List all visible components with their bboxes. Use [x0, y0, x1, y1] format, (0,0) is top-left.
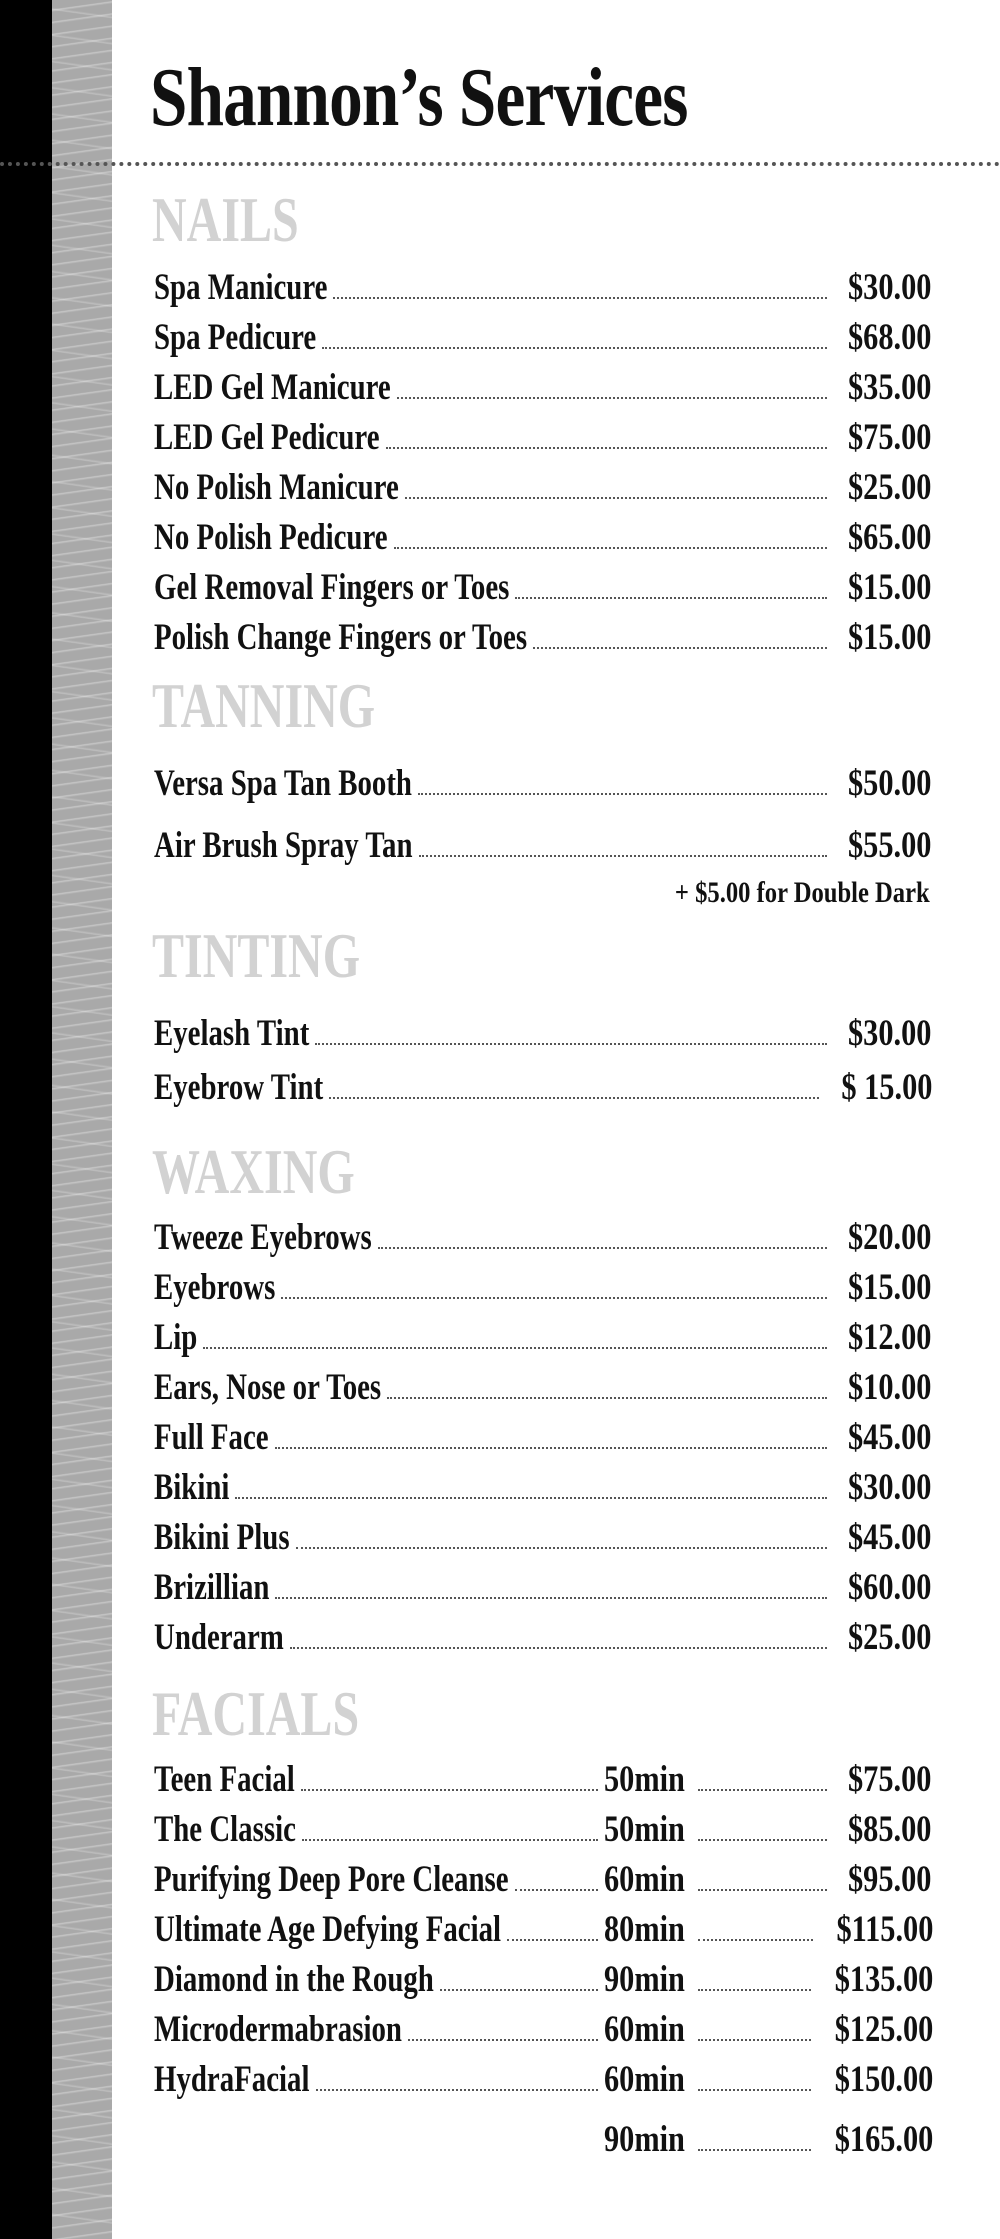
service-price: $95.00 — [847, 1859, 932, 1900]
leader-dots — [408, 2039, 598, 2041]
section-heading-facials: FACIALS — [152, 1678, 360, 1749]
facial-row — [154, 2112, 934, 2160]
leader-dots — [275, 1597, 826, 1599]
service-duration: 60min — [604, 1859, 685, 1900]
leader-dots — [698, 1889, 827, 1891]
leader-dots — [397, 397, 827, 399]
service-price: $68.00 — [847, 317, 932, 358]
facial-row — [154, 1852, 932, 1900]
service-price: $165.00 — [835, 2119, 934, 2160]
leader-dots — [296, 1547, 827, 1549]
leader-dots — [698, 2039, 811, 2041]
service-row — [154, 1060, 933, 1108]
service-price: $75.00 — [847, 417, 932, 458]
service-price: $125.00 — [835, 2009, 934, 2050]
service-duration: 80min — [604, 1909, 685, 1950]
service-price: $75.00 — [847, 1759, 932, 1800]
service-price: $25.00 — [847, 467, 932, 508]
service-row — [154, 260, 932, 308]
service-row — [154, 310, 932, 358]
leader-dots — [698, 1939, 813, 1941]
service-price: $30.00 — [847, 1467, 932, 1508]
facial-row — [154, 1802, 932, 1850]
service-duration: 90min — [604, 2119, 685, 2160]
left-black-bar — [0, 0, 52, 2239]
facial-row — [154, 2002, 934, 2050]
service-price: $50.00 — [847, 763, 932, 804]
service-row — [154, 1560, 932, 1608]
leader-dots — [419, 855, 827, 857]
service-name: Teen Facial — [154, 1759, 295, 1800]
service-duration: 50min — [604, 1759, 685, 1800]
leader-dots — [387, 1397, 826, 1399]
leader-dots — [275, 1447, 827, 1449]
service-price: $45.00 — [847, 1517, 932, 1558]
service-price: $15.00 — [847, 617, 932, 658]
leader-dots — [394, 547, 827, 549]
service-price: $ 15.00 — [841, 1067, 933, 1108]
service-row — [154, 1310, 932, 1358]
service-price: $12.00 — [847, 1317, 932, 1358]
service-row — [154, 360, 932, 408]
left-texture-bar — [52, 0, 112, 2239]
leader-dots — [378, 1247, 827, 1249]
service-name: Spa Manicure — [154, 267, 328, 308]
service-price: $60.00 — [847, 1567, 932, 1608]
leader-dots — [301, 1789, 598, 1791]
service-name: Bikini — [154, 1467, 230, 1508]
service-price: $55.00 — [847, 825, 932, 866]
service-name: Diamond in the Rough — [154, 1959, 434, 2000]
service-row — [154, 1460, 932, 1508]
service-price: $85.00 — [847, 1809, 932, 1850]
service-name: Ultimate Age Defying Facial — [154, 1909, 502, 1950]
service-price: $30.00 — [847, 1013, 932, 1054]
service-price: $15.00 — [847, 567, 932, 608]
leader-dots — [698, 1989, 811, 1991]
leader-dots — [507, 1939, 598, 1941]
service-name: LED Gel Pedicure — [154, 417, 380, 458]
tanning-note: + $5.00 for Double Dark — [675, 876, 930, 909]
service-price: $150.00 — [835, 2059, 934, 2100]
service-price: $30.00 — [847, 267, 932, 308]
service-row — [154, 1006, 932, 1054]
leader-dots — [418, 793, 827, 795]
service-name: LED Gel Manicure — [154, 367, 391, 408]
leader-dots — [440, 1989, 598, 1991]
service-name: Lip — [154, 1317, 198, 1358]
title-divider — [0, 162, 1000, 166]
service-row — [154, 1260, 932, 1308]
service-name: Versa Spa Tan Booth — [154, 763, 412, 804]
service-name: Purifying Deep Pore Cleanse — [154, 1859, 509, 1900]
service-duration: 60min — [604, 2009, 685, 2050]
leader-dots — [405, 497, 827, 499]
service-price: $45.00 — [847, 1417, 932, 1458]
section-heading-tanning: TANNING — [152, 670, 376, 741]
service-row — [154, 1210, 932, 1258]
service-row — [154, 410, 932, 458]
leader-dots — [386, 447, 827, 449]
leader-dots — [515, 597, 826, 599]
leader-dots — [533, 647, 826, 649]
service-name: Tweeze Eyebrows — [154, 1217, 372, 1258]
leader-dots — [290, 1647, 827, 1649]
service-price: $20.00 — [847, 1217, 932, 1258]
section-heading-waxing: WAXING — [152, 1136, 355, 1207]
service-name: Polish Change Fingers or Toes — [154, 617, 528, 658]
service-row — [154, 1410, 932, 1458]
service-name: Full Face — [154, 1417, 269, 1458]
service-price: $115.00 — [836, 1909, 934, 1950]
page-title: Shannon’s Services — [150, 51, 688, 144]
service-name: The Classic — [154, 1809, 296, 1850]
leader-dots — [515, 1889, 598, 1891]
leader-dots — [316, 2089, 599, 2091]
facial-row — [154, 1902, 934, 1950]
leader-dots — [203, 1347, 826, 1349]
leader-dots — [698, 2089, 811, 2091]
facial-row — [154, 2052, 934, 2100]
leader-dots — [329, 1097, 819, 1099]
service-price: $10.00 — [847, 1367, 932, 1408]
service-name: Gel Removal Fingers or Toes — [154, 567, 510, 608]
service-name: No Polish Pedicure — [154, 517, 388, 558]
service-duration: 60min — [604, 2059, 685, 2100]
service-row — [154, 560, 932, 608]
service-name: Spa Pedicure — [154, 317, 317, 358]
service-name: Eyebrows — [154, 1267, 276, 1308]
service-name: Brizillian — [154, 1567, 270, 1608]
service-name: Underarm — [154, 1617, 284, 1658]
section-heading-tinting: TINTING — [152, 920, 361, 991]
leader-dots — [322, 347, 826, 349]
leader-dots — [281, 1297, 826, 1299]
service-name: No Polish Manicure — [154, 467, 399, 508]
service-name: Air Brush Spray Tan — [154, 825, 413, 866]
service-row — [154, 1360, 932, 1408]
service-duration: 90min — [604, 1959, 685, 2000]
service-row — [154, 756, 932, 804]
service-row — [154, 1610, 932, 1658]
service-name: Ears, Nose or Toes — [154, 1367, 382, 1408]
facial-row — [154, 1752, 932, 1800]
service-price: $25.00 — [847, 1617, 932, 1658]
service-price: $135.00 — [835, 1959, 934, 2000]
leader-dots — [235, 1497, 826, 1499]
service-row — [154, 460, 932, 508]
leader-dots — [698, 2149, 811, 2151]
service-price: $35.00 — [847, 367, 932, 408]
service-name: Eyelash Tint — [154, 1013, 310, 1054]
leader-dots — [333, 297, 826, 299]
leader-dots — [302, 1839, 598, 1841]
service-row — [154, 510, 932, 558]
leader-dots — [698, 1839, 827, 1841]
leader-dots — [698, 1789, 827, 1791]
service-name: Eyebrow Tint — [154, 1067, 324, 1108]
service-duration: 50min — [604, 1809, 685, 1850]
service-price: $65.00 — [847, 517, 932, 558]
facial-row — [154, 1952, 934, 2000]
leader-dots — [315, 1043, 826, 1045]
service-row — [154, 1510, 932, 1558]
service-name: Microdermabrasion — [154, 2009, 402, 2050]
service-row — [154, 610, 932, 658]
service-name: Bikini Plus — [154, 1517, 290, 1558]
service-name: HydraFacial — [154, 2059, 310, 2100]
service-row — [154, 818, 932, 866]
section-heading-nails: NAILS — [152, 184, 299, 255]
service-price: $15.00 — [847, 1267, 932, 1308]
